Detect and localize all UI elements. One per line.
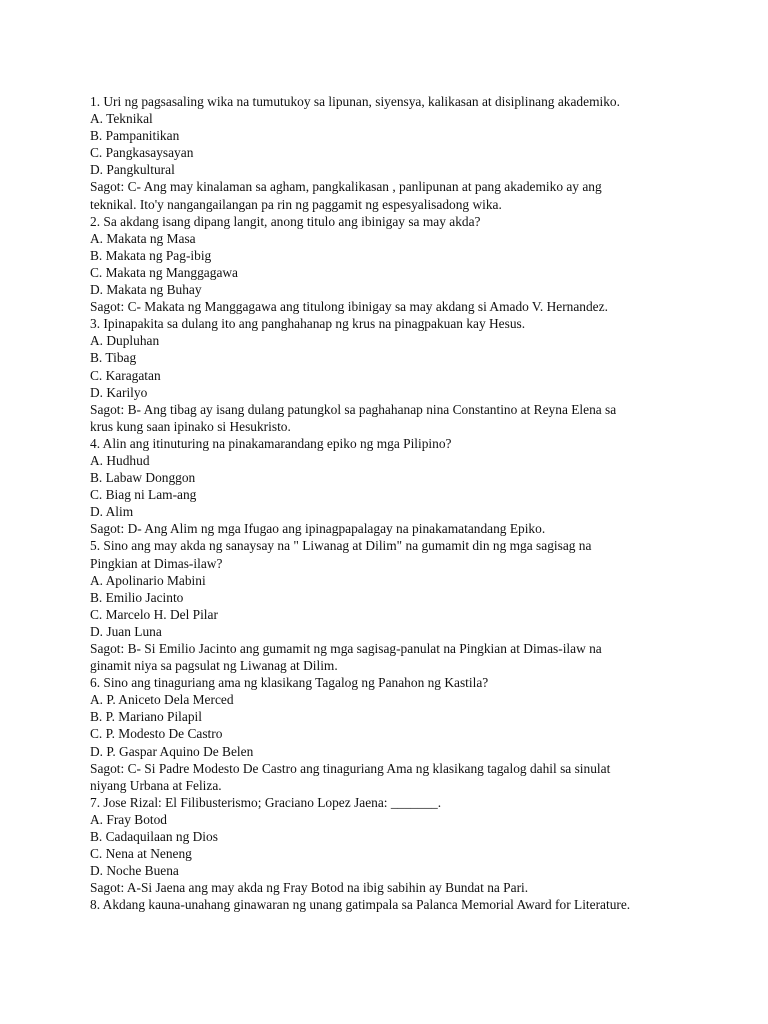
choice-a: A. Teknikal	[90, 111, 153, 127]
choice-c: C. P. Modesto De Castro	[90, 726, 223, 742]
choice-a: A. P. Aniceto Dela Merced	[90, 692, 234, 708]
choice-d: D. Juan Luna	[90, 623, 162, 639]
choice-a: A. Hudhud	[90, 452, 150, 468]
question-5: 5. Sino ang may akda ng sanaysay na " Liwanag at Dilim" na gumamit din ng mga sagisag na	[90, 538, 592, 554]
choice-d: D. Alim	[90, 504, 134, 520]
choice-b: B. Makata ng Pag-ibig	[90, 247, 212, 263]
choice-b: B. Cadaquilaan ng Dios	[90, 829, 218, 845]
document-page	[90, 93, 730, 914]
choice-a: A. Dupluhan	[90, 333, 160, 349]
choice-c: C. Marcelo H. Del Pilar	[90, 606, 218, 622]
choice-c: C. Karagatan	[90, 367, 161, 383]
answer-1-continued: teknikal. Ito'y nangangailangan pa rin ng paggamit ng espesyalisadong wika.	[90, 196, 502, 212]
choice-c: C. Nena at Neneng	[90, 846, 192, 862]
question-2: 2. Sa akdang isang dipang langit, anong titulo ang ibinigay sa may akda?	[90, 213, 481, 229]
question-6: 6. Sino ang tinaguriang ama ng klasikang Tagalog ng Panahon ng Kastila?	[90, 675, 489, 691]
choice-d: D. Karilyo	[90, 384, 148, 400]
choice-a: A. Apolinario Mabini	[90, 572, 206, 588]
choice-b: B. Labaw Donggon	[90, 470, 196, 486]
choice-c: C. Biag ni Lam-ang	[90, 487, 197, 503]
question-1: 1. Uri ng pagsasaling wika na tumutukoy sa lipunan, siyensya, kalikasan at disiplinang akademiko.	[90, 94, 620, 109]
answer-1: Sagot: C- Ang may kinalaman sa agham, pangkalikasan , panlipunan at pang akademiko ay ang	[90, 179, 602, 195]
answer-3-continued: krus kung saan ipinako si Hesukristo.	[90, 418, 291, 434]
answer-2: Sagot: C- Makata ng Manggagawa ang titulong ibinigay sa may akdang si Amado V. Hernandez.	[90, 299, 608, 315]
choice-d: D. Pangkultural	[90, 162, 175, 178]
choice-b: B. Tibag	[90, 350, 137, 366]
answer-4: Sagot: D- Ang Alim ng mga Ifugao ang ipinagpapalagay na pinakamatandang Epiko.	[90, 521, 546, 537]
choice-d: D. Noche Buena	[90, 863, 179, 879]
answer-3: Sagot: B- Ang tibag ay isang dulang patungkol sa paghahanap nina Constantino at Reyna Elena sa	[90, 401, 617, 417]
choice-d: D. Makata ng Buhay	[90, 282, 202, 298]
choice-c: C. Makata ng Manggagawa	[90, 264, 238, 280]
answer-5: Sagot: B- Si Emilio Jacinto ang gumamit ng mga sagisag-panulat na Pingkian at Dimas-ilaw na	[90, 641, 602, 656]
choice-b: B. Emilio Jacinto	[90, 589, 184, 605]
question-8: 8. Akdang kauna-unahang ginawaran ng unang gatimpala sa Palanca Memorial Award for Literature.	[90, 897, 631, 913]
answer-6: Sagot: C- Si Padre Modesto De Castro ang tinaguriang Ama ng klasikang tagalog dahil sa sinulat	[90, 760, 611, 776]
question-4: 4. Alin ang itinuturing na pinakamarandang epiko ng mga Pilipino?	[90, 435, 452, 451]
choice-a: A. Fray Botod	[90, 811, 167, 827]
question-3: 3. Ipinapakita sa dulang ito ang panghahanap ng krus na pinagpakuan kay Hesus.	[90, 316, 526, 332]
choice-b: B. P. Mariano Pilapil	[90, 709, 202, 725]
choice-b: B. Pampanitikan	[90, 128, 180, 144]
question-5-continued: Pingkian at Dimas-ilaw?	[90, 555, 223, 571]
choice-c: C. Pangkasaysayan	[90, 145, 194, 161]
answer-6-continued: niyang Urbana at Feliza.	[90, 777, 222, 793]
choice-d: D. P. Gaspar Aquino De Belen	[90, 743, 254, 759]
question-7: 7. Jose Rizal: El Filibusterismo; Graciano Lopez Jaena: _______.	[90, 794, 442, 810]
answer-7: Sagot: A-Si Jaena ang may akda ng Fray Botod na ibig sabihin ay Bundat na Pari.	[90, 880, 529, 896]
choice-a: A. Makata ng Masa	[90, 230, 196, 246]
answer-5-continued: ginamit niya sa pagsulat ng Liwanag at Dilim.	[90, 658, 338, 674]
